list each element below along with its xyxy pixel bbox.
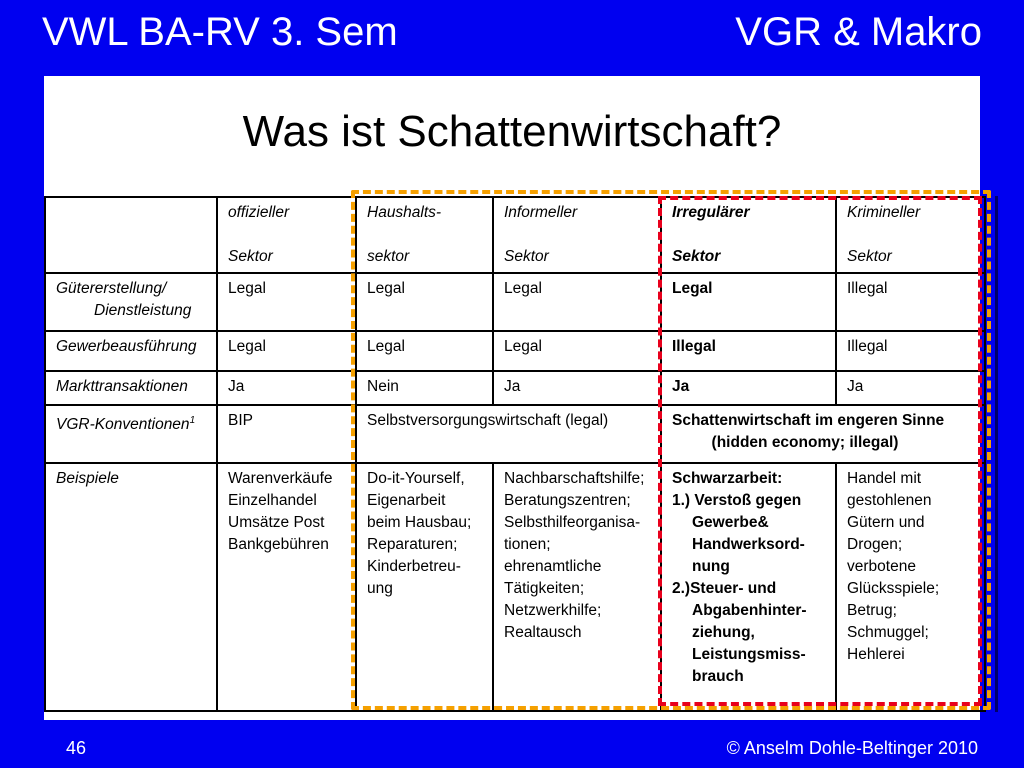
list-item: Warenverkäufe	[228, 470, 333, 487]
header-corner-cell	[45, 197, 217, 273]
list-item: Beratungszentren;	[504, 492, 631, 509]
col-header-line1: Krimineller	[847, 204, 921, 221]
list-item: beim Hausbau;	[367, 514, 472, 531]
list-item: Tätigkeiten;	[504, 580, 585, 597]
list-item: tionen;	[504, 536, 551, 553]
copyright-notice: © Anselm Dohle-Beltinger 2010	[726, 738, 978, 758]
list-item: Handel mit	[847, 470, 922, 487]
table-cell: Illegal	[661, 331, 836, 371]
table-cell: Illegal	[836, 331, 985, 371]
table-cell: Nein	[356, 371, 493, 405]
list-item: Kinderbetreu-	[367, 558, 461, 575]
col-header-line1: Irregulärer	[672, 204, 750, 221]
col-header-line1: Haushalts-	[367, 204, 442, 221]
row-label-trade: Gewerbeausführung	[45, 331, 217, 371]
list-item: Nachbarschaftshilfe;	[504, 470, 645, 487]
list-item: Abgabenhinter-	[692, 602, 807, 619]
list-item: Selbsthilfeorganisa-	[504, 514, 641, 531]
col-header-line2: Sektor	[504, 248, 549, 265]
table-cell: Legal	[661, 273, 836, 331]
slide-title: Was ist Schattenwirtschaft?	[242, 107, 782, 156]
list-item: Glücksspiele;	[847, 580, 940, 597]
list-item: Netzwerkhilfe;	[504, 602, 602, 619]
list-item: gestohlenen	[847, 492, 932, 509]
row-label-line2: Dienstleistung	[94, 302, 192, 319]
table-cell: Legal	[493, 273, 661, 331]
table-cell: Legal	[217, 273, 356, 331]
col-header-official	[217, 197, 356, 273]
list-item: nung	[692, 558, 730, 575]
list-item: Bankgebühren	[228, 536, 329, 553]
list-item: Einzelhandel	[228, 492, 317, 509]
table-cell: Ja	[661, 371, 836, 405]
highlight-irregular-sector-red	[658, 196, 982, 706]
table-cell: Ja	[493, 371, 661, 405]
list-heading: Schwarzarbeit:	[672, 470, 783, 487]
list-item: Do-it-Yourself,	[367, 470, 465, 487]
shadow-line2: (hidden economy; illegal)	[711, 434, 899, 451]
list-item: Betrug;	[847, 602, 897, 619]
list-item: Leistungsmiss-	[692, 646, 806, 663]
list-item: ung	[367, 580, 393, 597]
page-number: 46	[66, 738, 87, 758]
list-item: Handwerksord-	[692, 536, 805, 553]
list-item: verbotene	[847, 558, 916, 575]
row-label-goods	[45, 273, 217, 331]
col-header-line2: Sektor	[672, 248, 721, 265]
list-item: Umsätze Post	[228, 514, 325, 531]
row-label-line1: Gütererstellung/	[56, 280, 167, 297]
row-label-examples: Beispiele	[45, 463, 217, 711]
table-cell: Ja	[836, 371, 985, 405]
table-cell: Legal	[493, 331, 661, 371]
table-cell-bip: BIP	[217, 405, 356, 463]
list-item: ziehung,	[692, 624, 755, 641]
col-header-line2: Sektor	[228, 248, 273, 265]
list-item: Hehlerei	[847, 646, 905, 663]
list-item: Eigenarbeit	[367, 492, 446, 509]
header-course: VWL BA-RV 3. Sem	[42, 10, 398, 54]
list-item: ehrenamtliche	[504, 558, 602, 575]
shadow-line1: Schattenwirtschaft im engeren Sinne	[672, 412, 945, 429]
list-item: Gewerbe&	[692, 514, 769, 531]
table-cell: Legal	[217, 331, 356, 371]
row-label-vgr	[45, 405, 217, 463]
col-header-line2: Sektor	[847, 248, 892, 265]
list-item: 2.)Steuer- und	[672, 580, 777, 597]
col-header-line2: sektor	[367, 248, 410, 265]
row-label-text: VGR-Konventionen	[56, 416, 190, 434]
footnote-marker: 1	[189, 415, 196, 426]
list-item: Reparaturen;	[367, 536, 458, 553]
table-right-border	[978, 196, 998, 712]
list-item: 1.) Verstoß gegen	[672, 492, 802, 509]
list-item: Gütern und	[847, 514, 925, 531]
table-cell-self-supply: Selbstversorgungswirtschaft (legal)	[356, 405, 661, 463]
col-header-line1: Informeller	[504, 204, 578, 221]
table-cell: Legal	[356, 331, 493, 371]
table-cell: Legal	[356, 273, 493, 331]
list-item: Drogen;	[847, 536, 903, 553]
col-header-line1: offizieller	[228, 204, 290, 221]
examples-official	[217, 463, 356, 711]
header-topic: VGR & Makro	[735, 10, 982, 54]
table-cell: Illegal	[836, 273, 985, 331]
table-cell: Ja	[217, 371, 356, 405]
row-label-market: Markttransaktionen	[45, 371, 217, 405]
list-item: brauch	[692, 668, 744, 685]
list-item: Schmuggel;	[847, 624, 929, 641]
list-item: Realtausch	[504, 624, 582, 641]
